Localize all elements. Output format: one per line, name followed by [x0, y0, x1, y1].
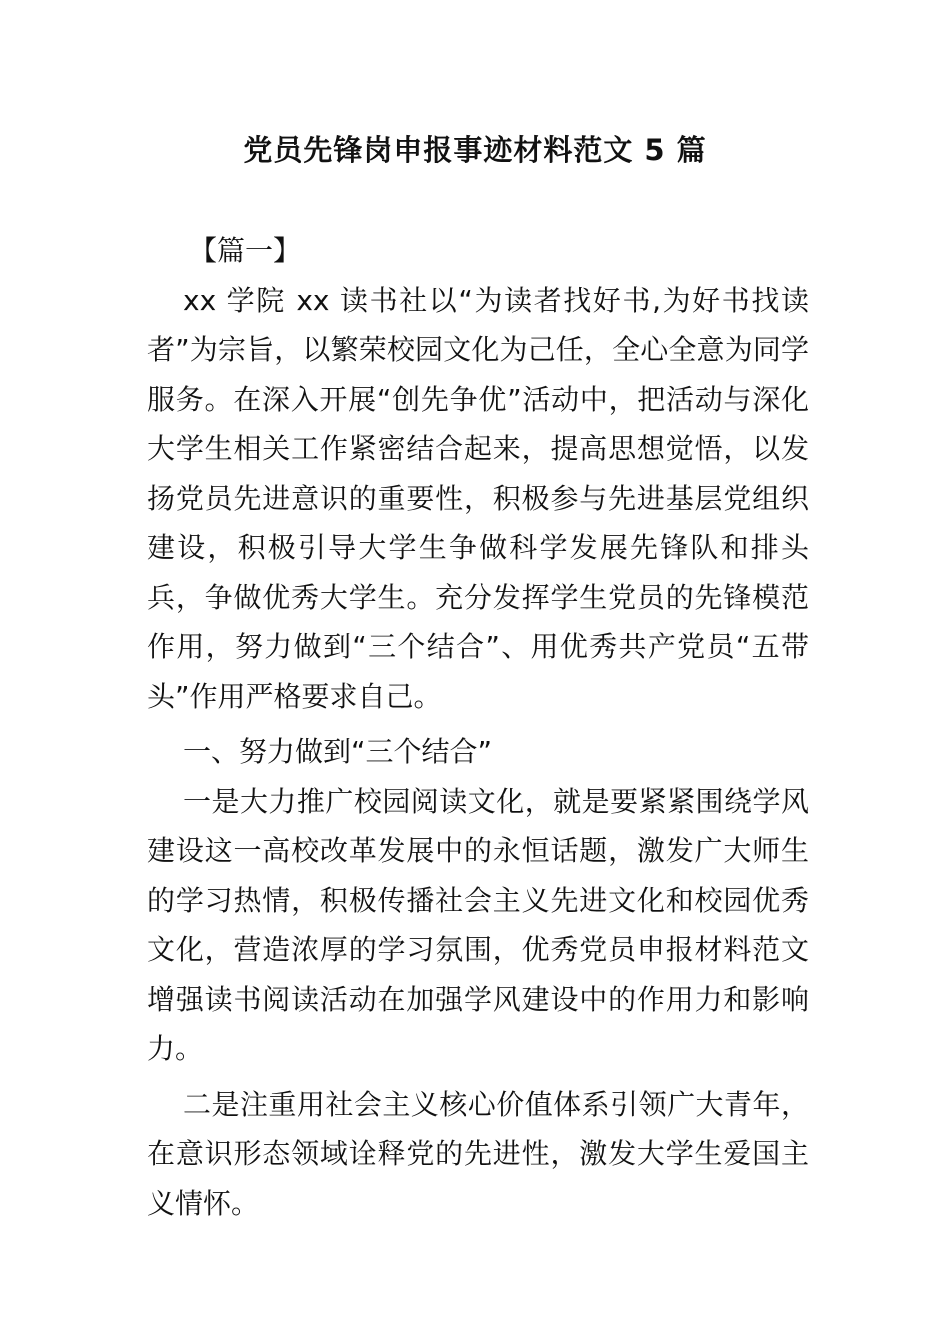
paragraph-point-two: 二是注重用社会主义核心价值体系引领广大青年，在意识形态领域诠释党的先进性，激发大学生爱国主义情怀。 [147, 1087, 809, 1220]
paragraph-point-one: 一是大力推广校园阅读文化，就是要紧紧围绕学风建设这一高校改革发展中的永恒话题，激发广大师生的学习热情，积极传播社会主义先进文化和校园优秀文化，营造浓厚的学习氛围，优秀党员申报材料范文增强读书阅读活动在加强学风建设中的作用力和影响力。 [147, 784, 809, 1065]
paragraph-intro: xx 学院 xx 读书社以“为读者找好书,为好书找读者”为宗旨，以繁荣校园文化为己任，全心全意为同学服务。在深入开展“创先争优”活动中，把活动与深化大学生相关工作紧密结合起来，提高思想觉悟，以发扬党员先进意识的重要性，积极参与先进基层党组织建设，积极引导大学生争做科学发展先锋队和排头兵，争做优秀大学生。充分发挥学生党员的先锋模范作用，努力做到“三个结合”、用优秀共产党员“五带头”作用严格要求自己。 [147, 283, 809, 713]
section-heading: 一、努力做到“三个结合” [183, 735, 493, 768]
document-body [147, 226, 809, 1228]
document-title: 党员先锋岗申报事迹材料范文 5 篇 [243, 133, 707, 167]
section-label: 【篇一】 [189, 234, 302, 267]
